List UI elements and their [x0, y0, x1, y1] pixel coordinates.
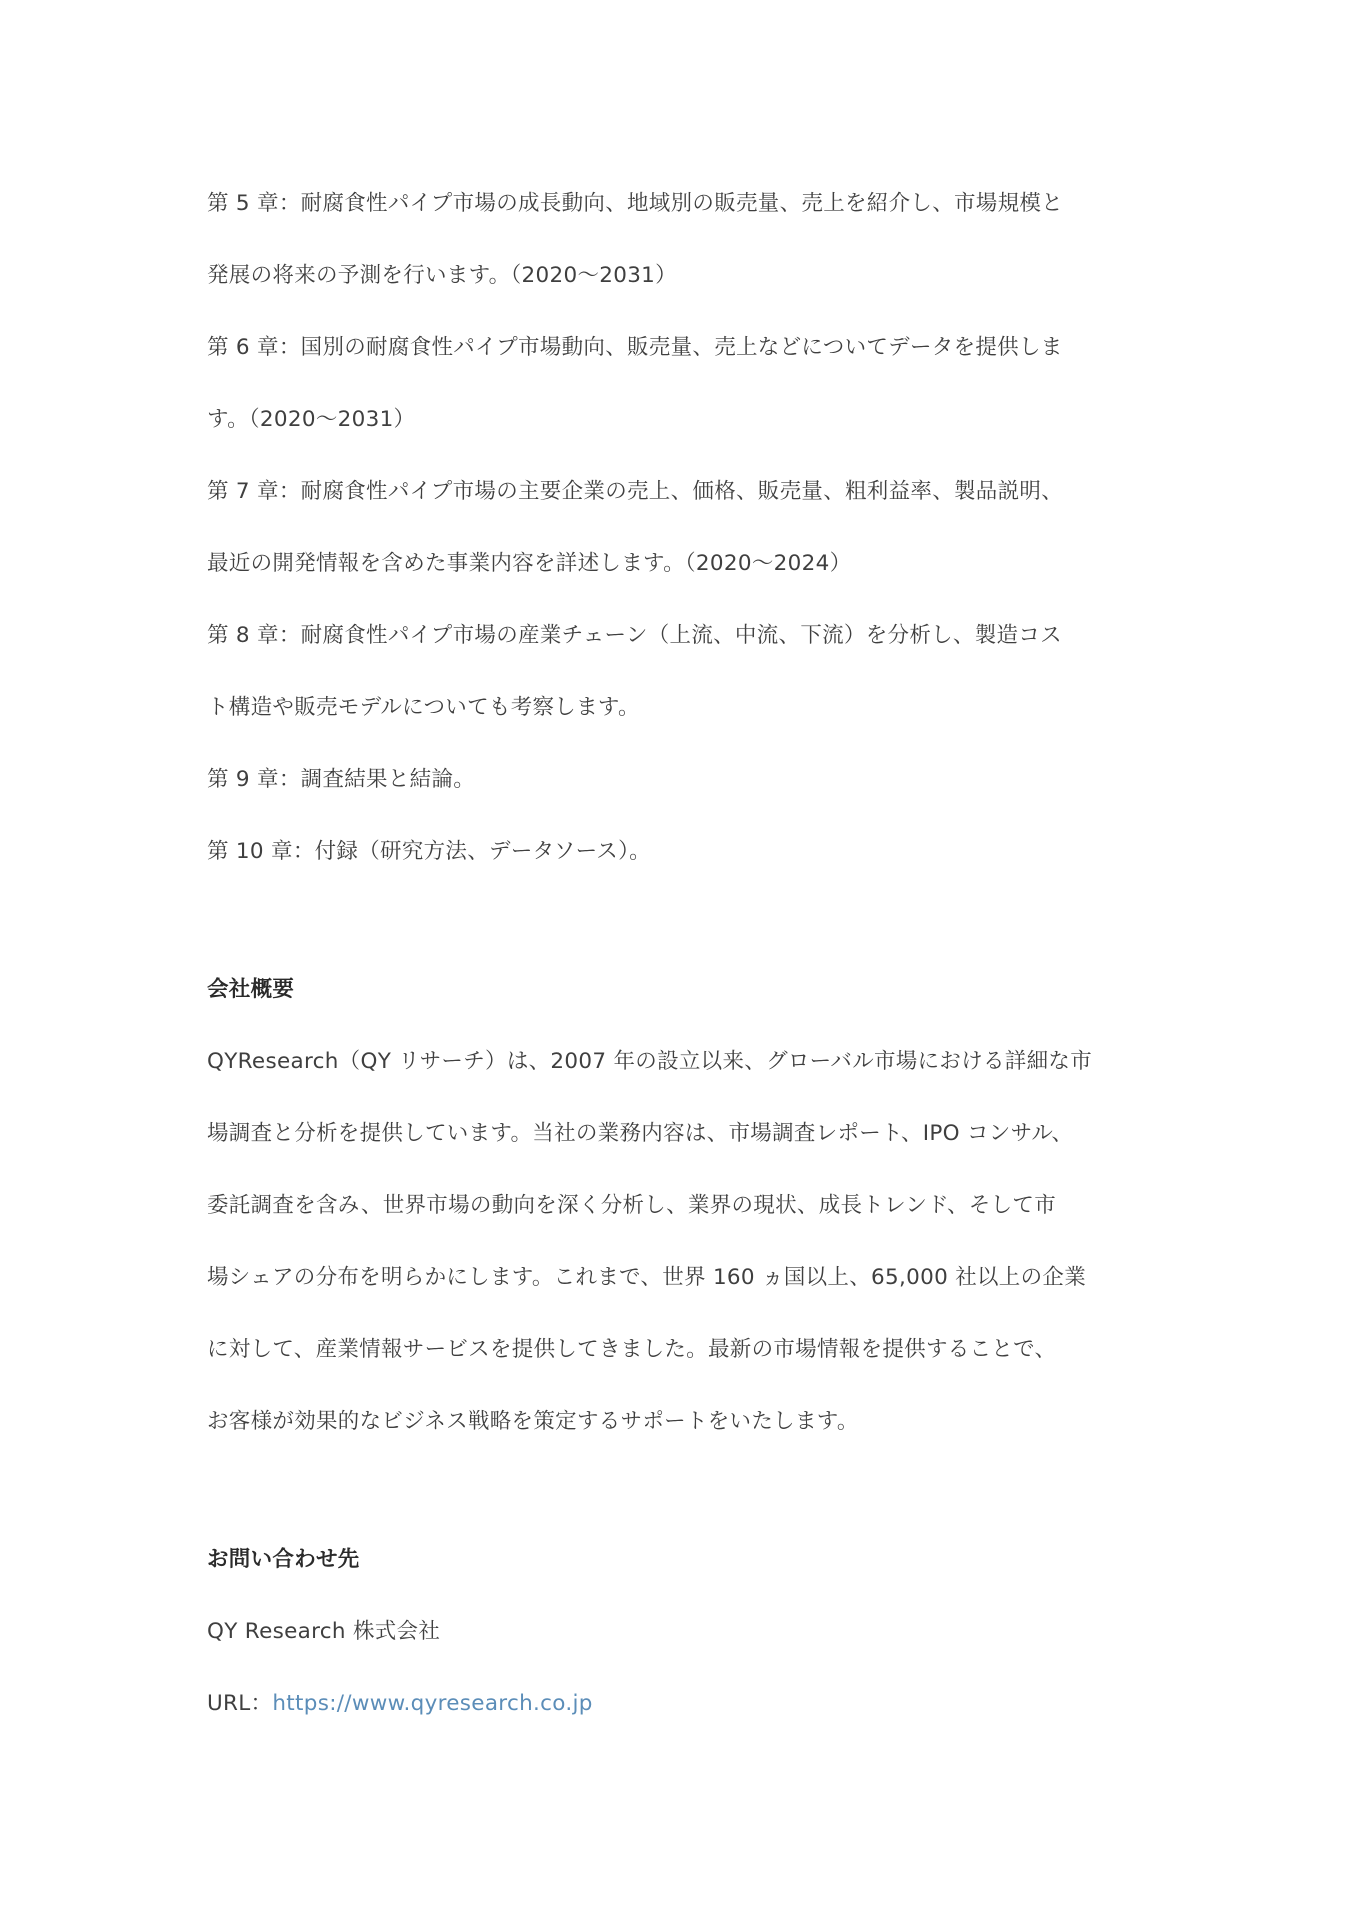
- chapter-7-line-2: 最近の開発情報を含めた事業内容を詳述します。（2020～2024）: [207, 551, 852, 576]
- chapter-8-line-2: ト構造や販売モデルについても考察します。: [207, 695, 640, 720]
- company-line-6: お客様が効果的なビジネス戦略を策定するサポートをいたします。: [207, 1409, 859, 1434]
- chapter-6-line-1: 第 6 章：国別の耐腐食性パイプ市場動向、販売量、売上などについてデータを提供しま: [207, 335, 1063, 360]
- chapter-6-line-2: す。（2020～2031）: [207, 407, 416, 432]
- company-line-4: 場シェアの分布を明らかにします。これまで、世界 160 ヵ国以上、65,000 社以上の企業: [207, 1265, 1086, 1290]
- company-line-2: 場調査と分析を提供しています。当社の業務内容は、市場調査レポート、IPO コンサル、: [207, 1121, 1074, 1146]
- chapter-7-line-1: 第 7 章：耐腐食性パイプ市場の主要企業の売上、価格、販売量、粗利益率、製品説明、: [207, 479, 1064, 504]
- url-label: URL：: [207, 1691, 273, 1716]
- company-heading: 会社概要: [207, 977, 295, 1002]
- chapter-9-line: 第 9 章：調査結果と結論。: [207, 767, 476, 792]
- chapter-5-line-1: 第 5 章：耐腐食性パイプ市場の成長動向、地域別の販売量、売上を紹介し、市場規模と: [207, 191, 1064, 216]
- chapter-5-line-2: 発展の将来の予測を行います。（2020～2031）: [207, 263, 677, 288]
- company-line-5: に対して、産業情報サービスを提供してきました。最新の市場情報を提供することで、: [207, 1337, 1057, 1362]
- company-line-3: 委託調査を含み、世界市場の動向を深く分析し、業界の現状、成長トレンド、そして市: [207, 1193, 1057, 1218]
- contact-url-row: [207, 1686, 593, 1717]
- chapter-8-line-1: 第 8 章：耐腐食性パイプ市場の産業チェーン（上流、中流、下流）を分析し、製造コス: [207, 623, 1062, 648]
- company-line-1: QYResearch（QY リサーチ）は、2007 年の設立以来、グローバル市場における詳細な市: [207, 1049, 1093, 1074]
- chapter-10-line: 第 10 章：付録（研究方法、データソース）。: [207, 839, 651, 864]
- website-link[interactable]: https://www.qyresearch.co.jp: [272, 1691, 593, 1716]
- contact-company-name: QY Research 株式会社: [207, 1619, 441, 1644]
- contact-heading: お問い合わせ先: [207, 1547, 360, 1572]
